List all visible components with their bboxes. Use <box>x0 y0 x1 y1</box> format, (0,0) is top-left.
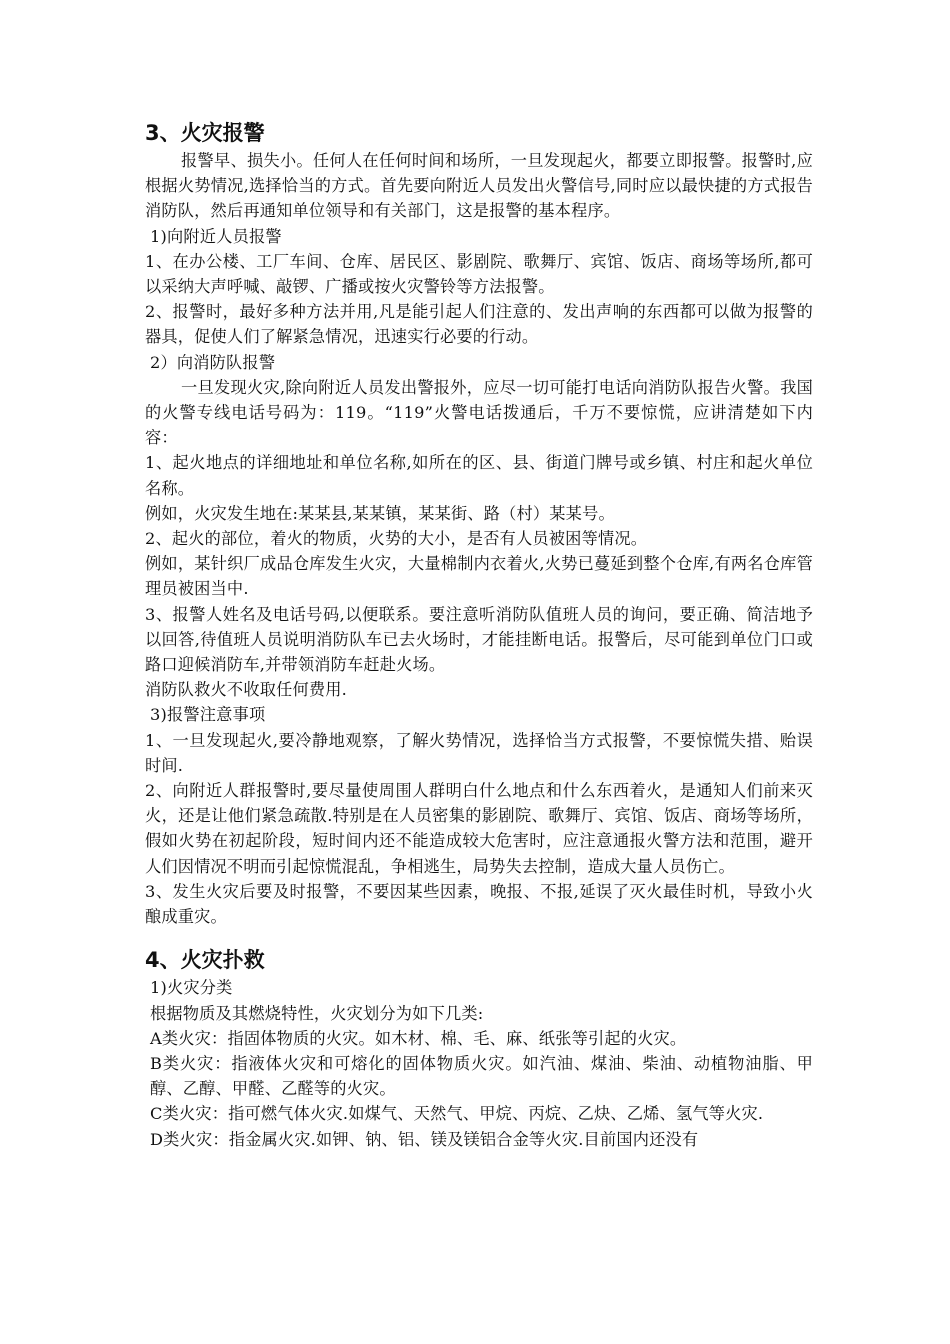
section3-sub2-note: 消防队救火不收取任何费用. <box>145 680 347 700</box>
section3-sub2-example1: 例如，火灾发生地在:某某县,某某镇，某某街、路（村）某某号。 <box>145 503 615 523</box>
section3-heading: 3、火灾报警 <box>145 121 265 145</box>
document-body <box>145 118 813 1152</box>
section3-sub2-item1: 1、起火地点的详细地址和单位名称,如所在的区、县、街道门牌号或乡镇、村庄和起火单位名称。 <box>145 453 813 498</box>
section3-sub2-example2: 例如，某针织厂成品仓库发生火灾，大量棉制内衣着火,火势已蔓延到整个仓库,有两名仓库管理员被困当中. <box>145 554 813 599</box>
section3-sub1-title: 1)向附近人员报警 <box>150 226 282 246</box>
section3-sub2-intro: 一旦发现火灾,除向附近人员发出警报外，应尽一切可能打电话向消防队报告火警。我国的火警专线电话号码为：119。“119”火警电话拨通后，千万不要惊慌，应讲清楚如下内容： <box>145 377 813 448</box>
section3-sub3-item3: 3、发生火灾后要及时报警，不要因某些因素，晚报、不报,延误了灭火最佳时机，导致小火酿成重灾。 <box>145 881 813 927</box>
section4-class-b: B类火灾：指液体火灾和可熔化的固体物质火灾。如汽油、煤油、柴油、动植物油脂、甲醇、乙醇、甲醛、乙醛等的火灾。 <box>150 1053 813 1099</box>
section3-sub2-item2: 2、起火的部位，着火的物质，火势的大小，是否有人员被困等情况。 <box>145 529 648 549</box>
section3-sub1-item1: 1、在办公楼、工厂车间、仓库、居民区、影剧院、歌舞厅、宾馆、饭店、商场等场所,都可以采纳大声呼喊、敲锣、广播或按火灾警铃等方法报警。 <box>145 251 813 297</box>
section3-sub3-item1: 1、一旦发现起火,要冷静地观察，了解火势情况，选择恰当方式报警，不要惊慌失措、贻误时间. <box>145 730 813 775</box>
section4-heading: 4、火灾扑救 <box>145 948 265 973</box>
section3-sub3-title: 3)报警注意事项 <box>150 705 266 725</box>
section3-sub1-item2: 2、报警时，最好多种方法并用,凡是能引起人们注意的、发出声响的东西都可以做为报警的器具，促使人们了解紧急情况，迅速实行必要的行动。 <box>145 302 813 347</box>
section4-sub1-title: 1)火灾分类 <box>150 978 233 998</box>
section3-sub3-item2: 2、向附近人群报警时,要尽量使周围人群明白什么地点和什么东西着火，是通知人们前来灭火，还是让他们紧急疏散.特别是在人员密集的影剧院、歌舞厅、宾馆、饭店、商场等场所，假如火势在初起阶段，短时间内还不能造成较大危害时，应注意通报火警方法和范围，避开人们因情况不明而引起惊慌混乱，争相逃生，局势失去控制，造成大量人员伤亡。 <box>145 781 813 876</box>
section3-sub2-item3: 3、报警人姓名及电话号码,以便联系。要注意听消防队值班人员的询问，要正确、简洁地予以回答,待值班人员说明消防队车已去火场时，才能挂断电话。报警后，尽可能到单位门口或路口迎候消防车,并带领消防车赶赴火场。 <box>145 604 813 675</box>
section4-class-c: C类火灾：指可燃气体火灾.如煤气、天然气、甲烷、丙烷、乙炔、乙烯、氢气等火灾. <box>150 1104 764 1124</box>
section3-intro: 报警早、损失小。任何人在任何时间和场所，一旦发现起火，都要立即报警。报警时,应根据火势情况,选择恰当的方式。首先要向附近人员发出火警信号,同时应以最快捷的方式报告消防队，然后再通知单位领导和有关部门，这是报警的基本程序。 <box>145 151 813 221</box>
section4-class-a: A类火灾：指固体物质的火灾。如木材、棉、毛、麻、纸张等引起的火灾。 <box>150 1028 687 1048</box>
section4-class-d: D类火灾：指金属火灾.如钾、钠、铝、镁及镁铝合金等火灾.目前国内还没有 <box>150 1129 699 1149</box>
section4-intro: 根据物质及其燃烧特性，火灾划分为如下几类: <box>150 1003 484 1023</box>
section-spacer <box>145 929 813 945</box>
section3-sub2-title: 2）向消防队报警 <box>150 352 276 372</box>
